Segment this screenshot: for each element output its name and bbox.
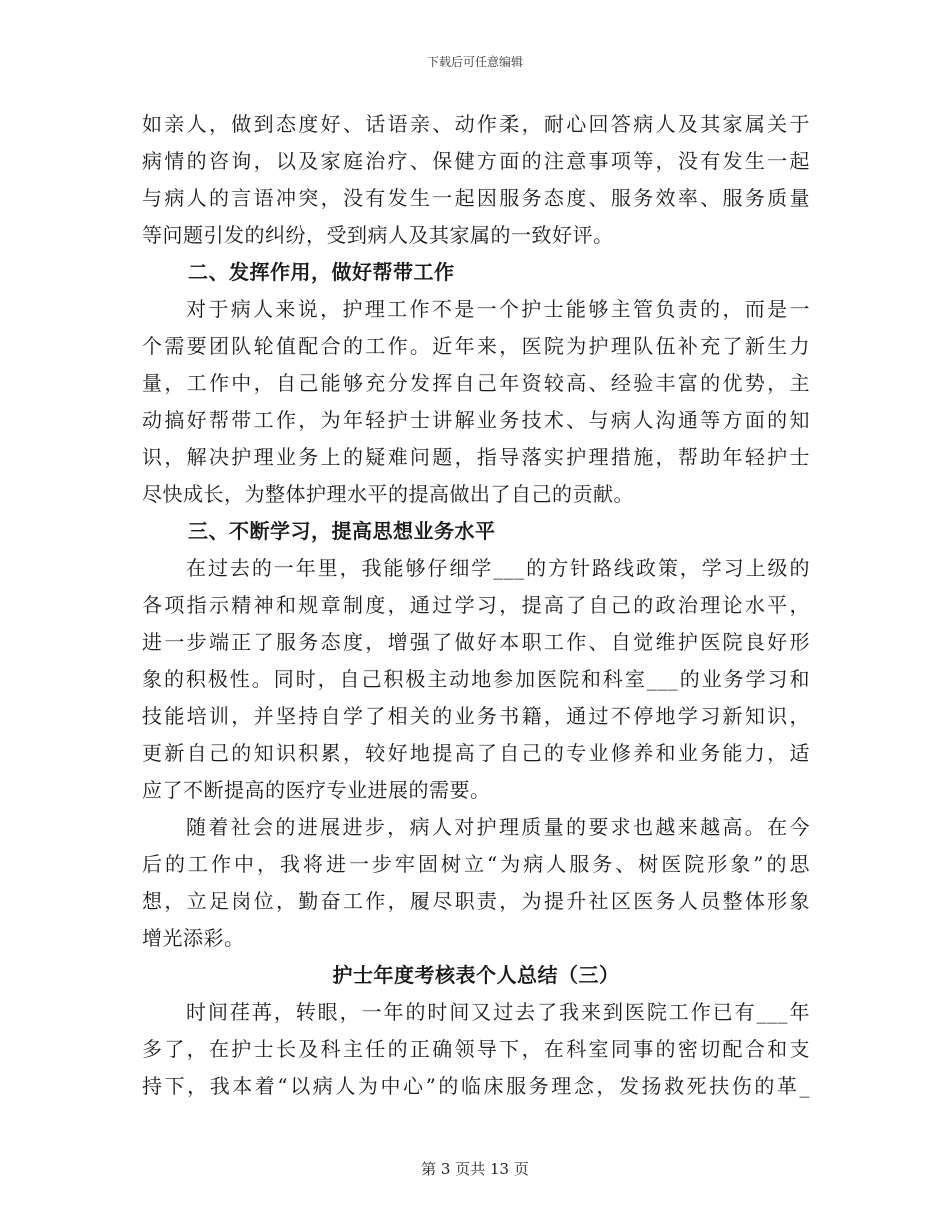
paragraph-line: 更新自己的知识积累，较好地提高了自己的专业修养和业务能力，适 [142,741,810,765]
paragraph-line: 如亲人，做到态度好、话语亲、动作柔，耐心回答病人及其家属关于 [142,112,810,136]
paragraph-line: 多了，在护士长及科主任的正确领导下，在科室同事的密切配合和支 [142,1037,810,1061]
document-body [142,106,810,1105]
paragraph-line: 与病人的言语冲突，没有发生一起因服务态度、服务效率、服务质量 [142,186,810,210]
paragraph-line: 应了不断提高的医疗专业进展的需要。 [142,778,491,802]
paragraph-line: 尽快成长，为整体护理水平的提高做出了自己的贡献。 [142,482,634,506]
paragraph-line: 对于病人来说，护理工作不是一个护士能够主管负责的，而是一 [186,297,810,321]
paragraph-line: 个需要团队轮值配合的工作。近年来，医院为护理队伍补充了新生力 [142,334,810,358]
section-heading: 二、发挥作用，做好帮带工作 [188,260,455,284]
paragraph-line: 时间荏苒，转眼，一年的时间又过去了我来到医院工作已有___年 [186,1000,810,1024]
paragraph-line: 象的积极性。同时，自己积极主动地参加医院和科室___的业务学习和 [142,667,810,691]
paragraph-line: 病情的咨询，以及家庭治疗、保健方面的注意事项等，没有发生一起 [142,149,810,173]
document-title: 护士年度考核表个人总结（三） [332,963,620,987]
section-heading: 三、不断学习，提高思想业务水平 [188,519,496,543]
paragraph-line: 后的工作中，我将进一步牢固树立“为病人服务、树医院形象”的思 [142,852,810,876]
paragraph-line: 增光添彩。 [142,926,245,950]
page-footer: 第 3 页共 13 页 [421,1160,529,1178]
paragraph-line: 进一步端正了服务态度，增强了做好本职工作、自觉维护医院良好形 [142,630,810,654]
paragraph-line: 动搞好帮带工作，为年轻护士讲解业务技术、与病人沟通等方面的知 [142,408,810,432]
page-header: 下载后可任意编辑 [426,55,523,69]
paragraph-line: 在过去的一年里，我能够仔细学___的方针路线政策，学习上级的 [186,556,810,580]
paragraph-line: 识，解决护理业务上的疑难问题，指导落实护理措施，帮助年轻护士 [142,445,810,469]
paragraph-line: 各项指示精神和规章制度，通过学习，提高了自己的政治理论水平， [142,593,810,617]
paragraph-line: 量，工作中，自己能够充分发挥自己年资较高、经验丰富的优势，主 [142,371,810,395]
paragraph-line: 想，立足岗位，勤奋工作，履尽职责，为提升社区医务人员整体形象 [142,889,810,913]
paragraph-line: 等问题引发的纠纷，受到病人及其家属的一致好评。 [142,223,614,247]
paragraph-line: 技能培训，并坚持自学了相关的业务书籍，通过不停地学习新知识， [142,704,810,728]
paragraph-line: 持下，我本着“以病人为中心”的临床服务理念，发扬救死扶伤的革_ [142,1074,810,1098]
paragraph-line: 随着社会的进展进步，病人对护理质量的要求也越来越高。在今 [186,815,810,839]
